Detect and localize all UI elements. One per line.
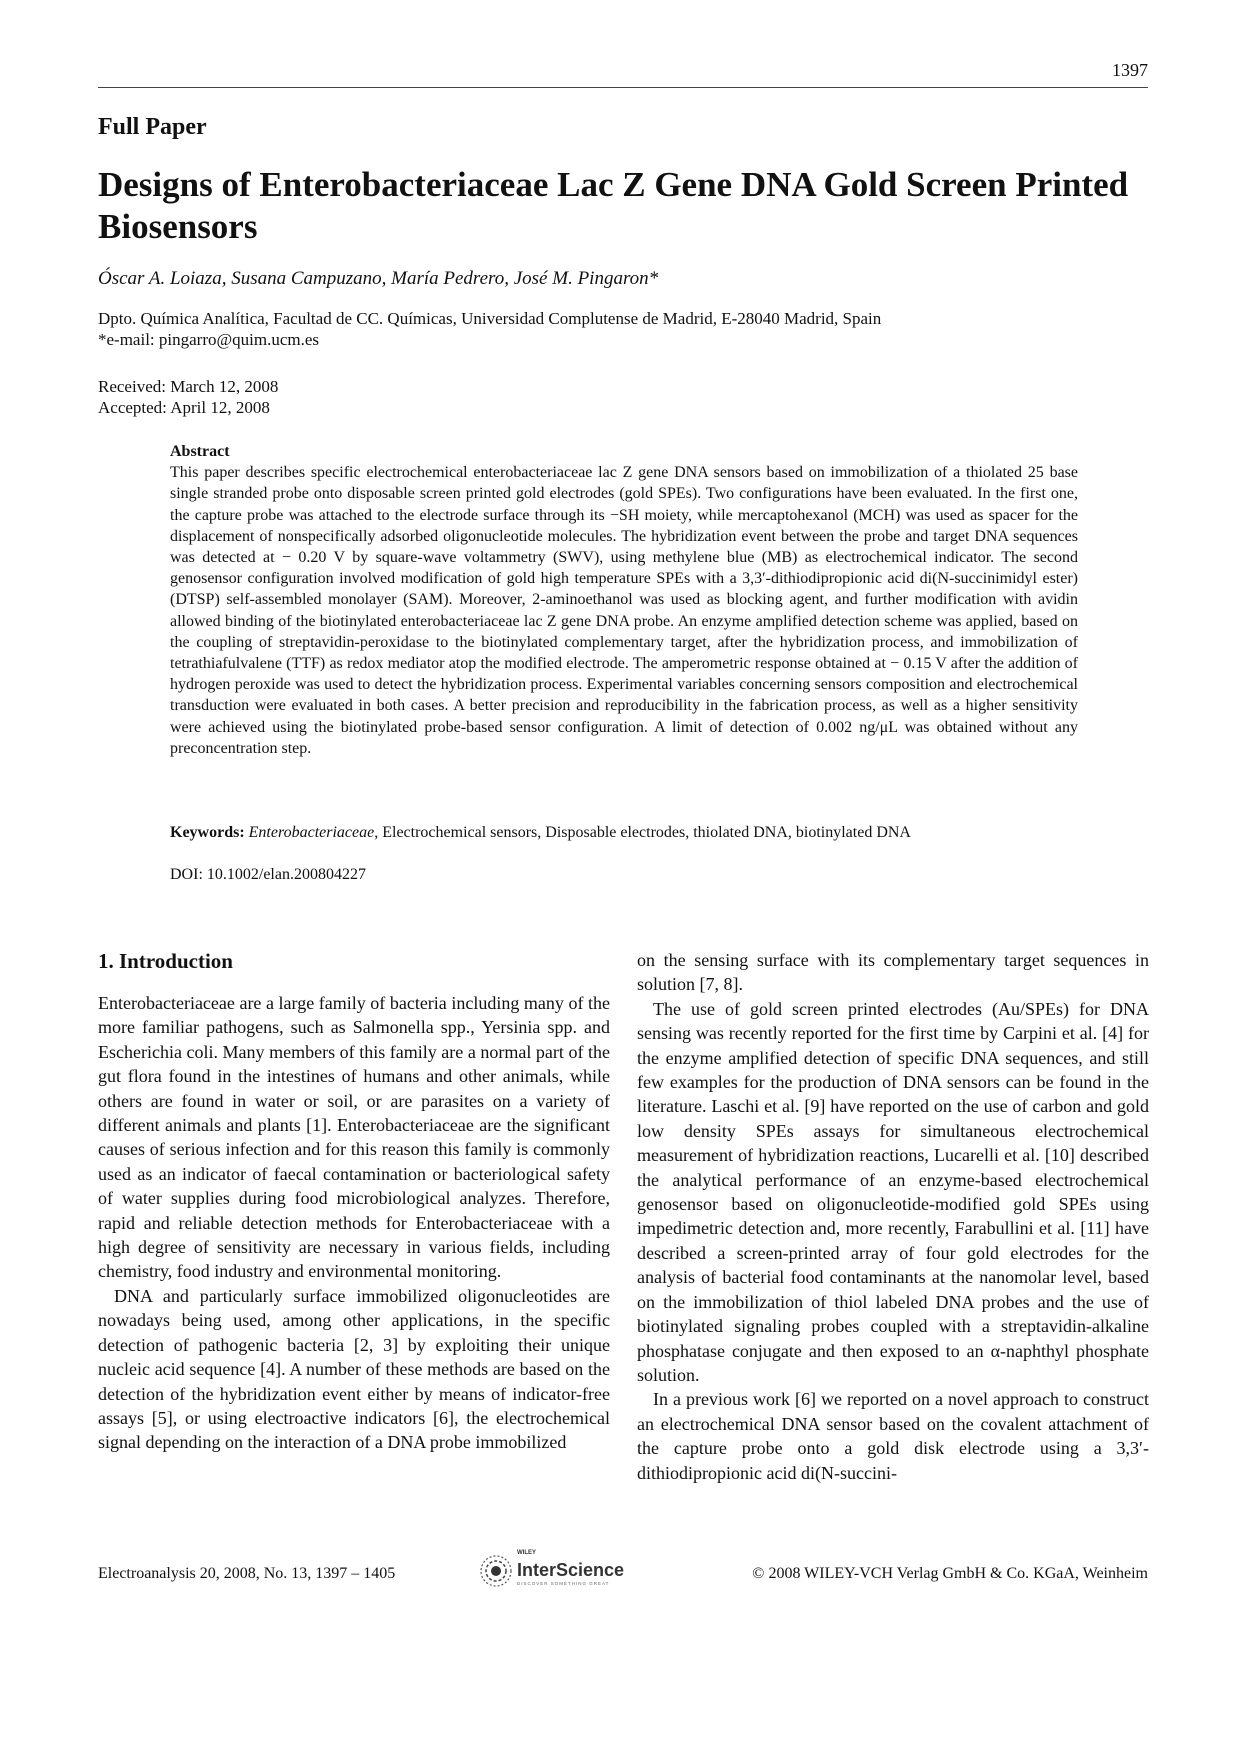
footer-copyright: © 2008 WILEY-VCH Verlag GmbH & Co. KGaA, Weinheim	[752, 1565, 1148, 1582]
received-date: Received: March 12, 2008	[98, 377, 279, 396]
paper-title: Designs of Enterobacteriaceae Lac Z Gene DNA Gold Screen Printed Biosensors	[98, 165, 1129, 246]
header-rule	[98, 87, 1148, 88]
footer-journal-citation: Electroanalysis 20, 2008, No. 13, 1397 – 1405	[98, 1565, 396, 1582]
logo-tagline: DISCOVER SOMETHING GREAT	[517, 1581, 610, 1586]
paragraph: Enterobacteriaceae are a large family of bacteria including many of the more familiar pathogens, such as Salmonella spp., Yersinia spp. and Escherichia coli. Many members of this family are a normal part of the gut flora found in the intestines of humans and other animals, while others are found in water or soil, or are parasites on a variety of different animals and plants [1]. Enterobacteriaceae are the significant causes of serious infection and for this reason this family is commonly used as an indicator of faecal contamination or bacteriological safety of water supplies during food microbiological analyzes. Therefore, rapid and reliable detection methods for Enterobacteriaceae with a high degree of sensitivity are necessary in various fields, including chemistry, food industry and environmental monitoring.	[98, 993, 610, 1282]
column-left	[98, 948, 610, 1455]
keywords-label: Keywords:	[170, 824, 245, 841]
paragraph: on the sensing surface with its complementary target sequences in solution [7, 8].	[637, 950, 1149, 995]
section-label: Full Paper	[98, 114, 207, 140]
author-list: Óscar A. Loiaza, Susana Campuzano, María Pedrero, José M. Pingaron*	[98, 268, 659, 289]
accepted-date: Accepted: April 12, 2008	[98, 398, 270, 417]
paragraph: The use of gold screen printed electrodes (Au/SPEs) for DNA sensing was recently reported for the first time by Carpini et al. [4] for the enzyme amplified detection of specific DNA sequences, and still few examples for the production of DNA sensors can be found in the literature. Laschi et al. [9] have reported on the use of carbon and gold low density SPEs assays for simultaneous electrochemical measurement of hybridization reactions, Lucarelli et al. [10] described the analytical performance of an enzyme-based electrochemical genosensor based on oligonucleotide-modified gold SPEs using impedimetric detection and, more recently, Farabullini et al. [11] have described a screen-printed array of four gold electrodes for the analysis of bacterial food contaminants at the nanomolar level, based on the immobilization of thiol labeled DNA probes and the use of biotinylated signaling probes coupled with a streptavidin-alkaline phosphatase conjugate and then exposed to an α-naphthyl phosphate solution.	[637, 998, 1149, 1385]
contact-email: *e-mail: pingarro@quim.ucm.es	[98, 330, 320, 349]
doi: DOI: 10.1002/elan.200804227	[170, 866, 366, 883]
publication-dates	[98, 376, 278, 418]
keyword-first: Enterobacteriaceae	[248, 824, 375, 841]
abstract-heading: Abstract	[170, 443, 230, 460]
logo-wiley-text: WILEY	[517, 1550, 536, 1556]
globe-icon	[479, 1554, 513, 1588]
abstract	[170, 441, 1078, 759]
column-right	[637, 948, 1149, 1485]
paragraph: DNA and particularly surface immobilized oligonucleotides are nowadays being used, among other applications, in the specific detection of pathogenic bacteria [2, 3] by exploiting their unique nucleic acid sequence [4]. A number of these methods are based on the detection of the hybridization event either by means of indicator-free assays [5], or using electroactive indicators [6], the electrochemical signal depending on the interaction of a DNA probe immobilized	[98, 1285, 610, 1453]
section-heading-introduction: 1. Introduction	[98, 949, 233, 973]
paragraph: In a previous work [6] we reported on a novel approach to construct an electrochemical DNA sensor based on the covalent attachment of the capture probe onto a gold disk electrode using a 3,3′-dithiodipropionic acid di(N-succini-	[637, 1389, 1149, 1483]
interscience-logo	[475, 1550, 645, 1592]
logo-brand-text: InterScience	[517, 1560, 625, 1580]
affiliation-line: Dpto. Química Analítica, Facultad de CC. Químicas, Universidad Complutense de Madrid, E-28040 Madrid, Spain	[98, 309, 882, 328]
keywords	[170, 824, 1100, 842]
keyword-list: , Electrochemical sensors, Disposable electrodes, thiolated DNA, biotinylated DNA	[374, 824, 911, 841]
abstract-text: This paper describes specific electrochemical enterobacteriaceae lac Z gene DNA sensors based on immobilization of a thiolated 25 base single stranded probe onto disposable screen printed gold electrodes (gold SPEs). Two configurations have been evaluated. In the first one, the capture probe was attached to the electrode surface through its −SH moiety, while mercaptohexanol (MCH) was used as spacer for the displacement of nonspecifically adsorbed oligonucleotide molecules. The hybridization event between the probe and target DNA sequences was detected at − 0.20 V by square-wave voltammetry (SWV), using methylene blue (MB) as electrochemical indicator. The second genosensor configuration involved modification of gold high temperature SPEs with a 3,3′-dithiodipropionic acid di(N-succinimidyl ester) (DTSP) self-assembled monolayer (SAM). Moreover, 2-aminoethanol was used as blocking agent, and further modification with avidin allowed binding of the biotinylated enterobacteriaceae lac Z gene DNA probe. An enzyme amplified detection scheme was applied, based on the coupling of streptavidin-peroxidase to the biotinylated complementary target, after the hybridization process, and immobilization of tetrathiafulvalene (TTF) as redox mediator atop the modified electrode. The amperometric response obtained at − 0.15 V after the addition of hydrogen peroxide was used to detect the hybridization process. Experimental variables concerning sensors composition and electrochemical transduction were evaluated in both cases. A better precision and reproducibility in the fabrication process, as well as a higher sensitivity were achieved using the biotinylated probe-based sensor configuration. A limit of detection of 0.002 ng/μL was obtained without any preconcentration step.	[170, 464, 1078, 757]
page-number: 1397	[1112, 60, 1148, 80]
affiliation	[98, 308, 881, 350]
